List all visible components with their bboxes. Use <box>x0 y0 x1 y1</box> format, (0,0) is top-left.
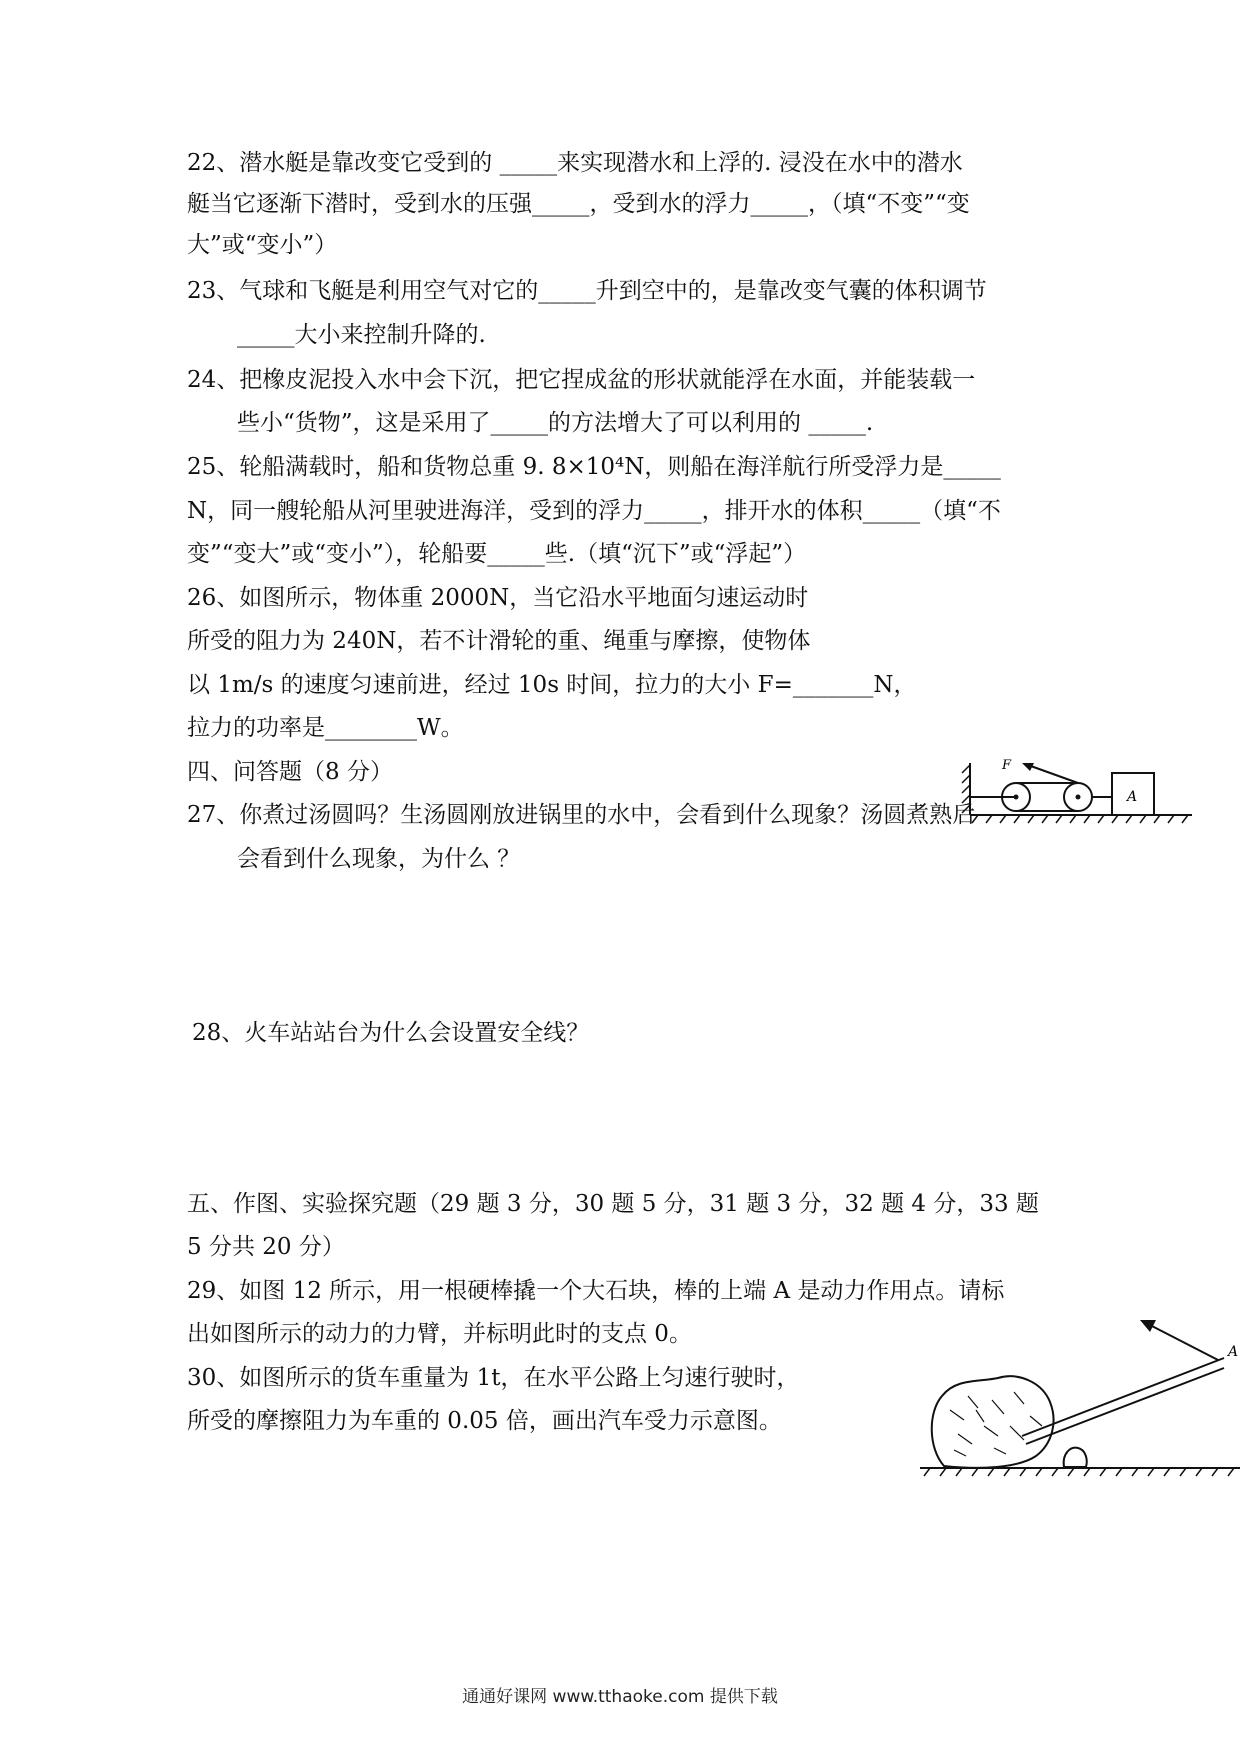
ground-hatching <box>972 815 1188 823</box>
force-label: F <box>1002 758 1012 773</box>
question-22-line-3: 大”或“变小”） <box>187 232 338 258</box>
movable-pulley-hub <box>1076 795 1081 800</box>
question-27-line-2: 会看到什么现象，为什么 ？ <box>237 846 521 872</box>
question-30-line-2: 所受的摩擦阻力为车重的 0.05 倍，画出汽车受力示意图。 <box>187 1408 782 1434</box>
question-28: 28、火车站站台为什么会设置安全线？ <box>192 1020 590 1046</box>
section-5-heading-line-2: 5 分共 20 分） <box>187 1234 345 1260</box>
question-25-line-3: 变”“变大”或“变小”），轮船要_____些.（填“沉下”或“浮起”） <box>187 541 807 567</box>
lever-bar-top <box>1022 1358 1224 1436</box>
question-23-line-2: _____大小来控制升降的. <box>237 322 486 348</box>
question-26-line-1: 26、如图所示，物体重 2000N，当它沿水平地面匀速运动时 <box>187 585 809 611</box>
section-4-heading: 四、问答题（8 分） <box>187 759 393 785</box>
question-23-line-1: 23、气球和飞艇是利用空气对它的_____升到空中的，是靠改变气囊的体积调节 <box>187 278 987 304</box>
force-arrow-shaft <box>1148 1324 1218 1360</box>
question-24-line-2: 些小“货物”，这是采用了_____的方法增大了可以利用的 _____. <box>237 410 874 436</box>
lever-bar-bottom <box>1026 1368 1224 1444</box>
question-29-line-1: 29、如图 12 所示，用一根硬棒撬一个大石块，棒的上端 A 是动力作用点。请标 <box>187 1278 1005 1304</box>
section-5-heading-line-1: 五、作图、实验探究题（29 题 3 分，30 题 5 分，31 题 3 分，32 题 4 分，33 题 <box>187 1191 1039 1217</box>
question-26-line-2: 所受的阻力为 240N，若不计滑轮的重、绳重与摩擦，使物体 <box>187 628 811 654</box>
question-30-line-1: 30、如图所示的货车重量为 1t，在水平公路上匀速行驶时， <box>187 1365 800 1391</box>
footer-text: 通通好课网 www.tthaoke.com 提供下载 <box>462 1687 778 1707</box>
question-29-line-2: 出如图所示的动力的力臂，并标明此时的支点 0。 <box>187 1321 692 1347</box>
pull-rope <box>1028 765 1078 783</box>
rock-texture <box>950 1392 1042 1456</box>
block-label: A <box>1127 789 1138 805</box>
wall-hatching <box>962 765 970 813</box>
lever-point-label: A <box>1228 1344 1239 1360</box>
ground-hatching <box>924 1468 1234 1476</box>
question-25-line-1: 25、轮船满载时，船和货物总重 9. 8×10⁴N，则船在海洋航行所受浮力是_____ <box>187 454 1001 480</box>
question-26-line-4: 拉力的功率是________W。 <box>187 715 464 741</box>
lever-figure <box>918 1330 1240 1490</box>
question-22-line-1: 22、潜水艇是靠改变它受到的 _____来实现潜水和上浮的. 浸没在水中的潜水 <box>187 150 963 176</box>
question-24-line-1: 24、把橡皮泥投入水中会下沉，把它捏成盆的形状就能浮在水面，并能装载一 <box>187 367 976 393</box>
question-22-line-2: 艇当它逐渐下潜时，受到水的压强_____，受到水的浮力_____，（填“不变”“变 <box>187 191 970 217</box>
rock <box>932 1376 1054 1468</box>
fulcrum-stone <box>1064 1448 1087 1467</box>
question-25-line-2: N，同一艘轮船从河里驶进海洋，受到的浮力_____，排开水的体积_____（填“不 <box>187 498 1001 524</box>
pulley-figure <box>960 755 1200 835</box>
question-26-line-3: 以 1m/s 的速度匀速前进，经过 10s 时间，拉力的大小 F=_______N， <box>187 672 917 698</box>
question-27-line-1: 27、你煮过汤圆吗？生汤圆刚放进锅里的水中，会看到什么现象？汤圆煮熟后 <box>187 802 976 828</box>
fixed-pulley-hub <box>1014 795 1019 800</box>
